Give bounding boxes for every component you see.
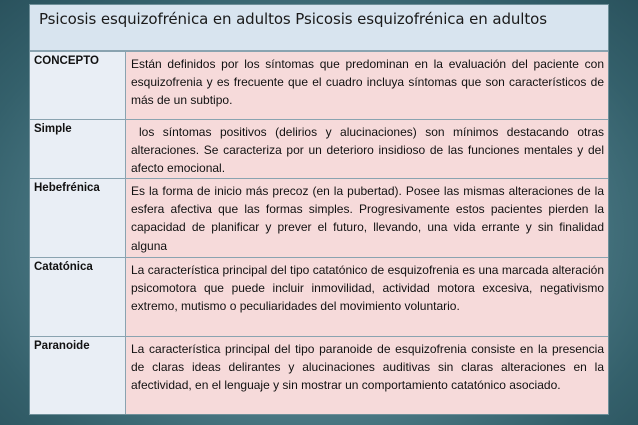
table-row-simple — [30, 119, 608, 178]
slide-title: Psicosis esquizofrénica en adultos Psicosis esquizofrénica en adultos — [39, 10, 547, 28]
table-row-catatonica — [30, 257, 608, 336]
table-title-row — [30, 5, 608, 51]
table-row-paranoide — [30, 336, 608, 414]
row-label: Hebefrénica — [30, 179, 126, 257]
row-label: Paranoide — [30, 337, 126, 414]
row-label: CONCEPTO — [30, 52, 126, 119]
row-description: La característica principal del tipo paranoide de esquizofrenia consiste en la presencia de claras ideas delirantes y alucinaciones auditivas sin claras alteraciones en la afectividad, en el lenguaje y sin mostrar un comportamiento catatónico asociado. — [126, 337, 608, 414]
subtypes-table — [29, 4, 609, 415]
row-label: Simple — [30, 120, 126, 178]
row-label: Catatónica — [30, 258, 126, 336]
row-description: La característica principal del tipo catatónico de esquizofrenia es una marcada alteración psicomotora que puede incluir inmovilidad, actividad motora excesiva, negativismo extremo, mutismo o peculiaridades del movimiento voluntario. — [126, 258, 608, 336]
row-description: los síntomas positivos (delirios y alucinaciones) son mínimos destacando otras alteraciones. Se caracteriza por un deterioro insidioso de las funciones mentales y del afecto emocional. — [126, 120, 608, 178]
row-description: Están definidos por los síntomas que predominan en la evaluación del paciente con esquizofrenia y es frecuente que el cuadro incluya síntomas que son característicos de más de un subtipo. — [126, 52, 608, 119]
table-row-hebefrenica — [30, 178, 608, 257]
row-description: Es la forma de inicio más precoz (en la pubertad). Posee las mismas alteraciones de la esfera afectiva que las formas simples. Progresivamente estos pacientes pierden la capacidad de planificar y prever el futuro, llevando, una vida errante y sin finalidad alguna — [126, 179, 608, 257]
table-row-concepto — [30, 51, 608, 119]
